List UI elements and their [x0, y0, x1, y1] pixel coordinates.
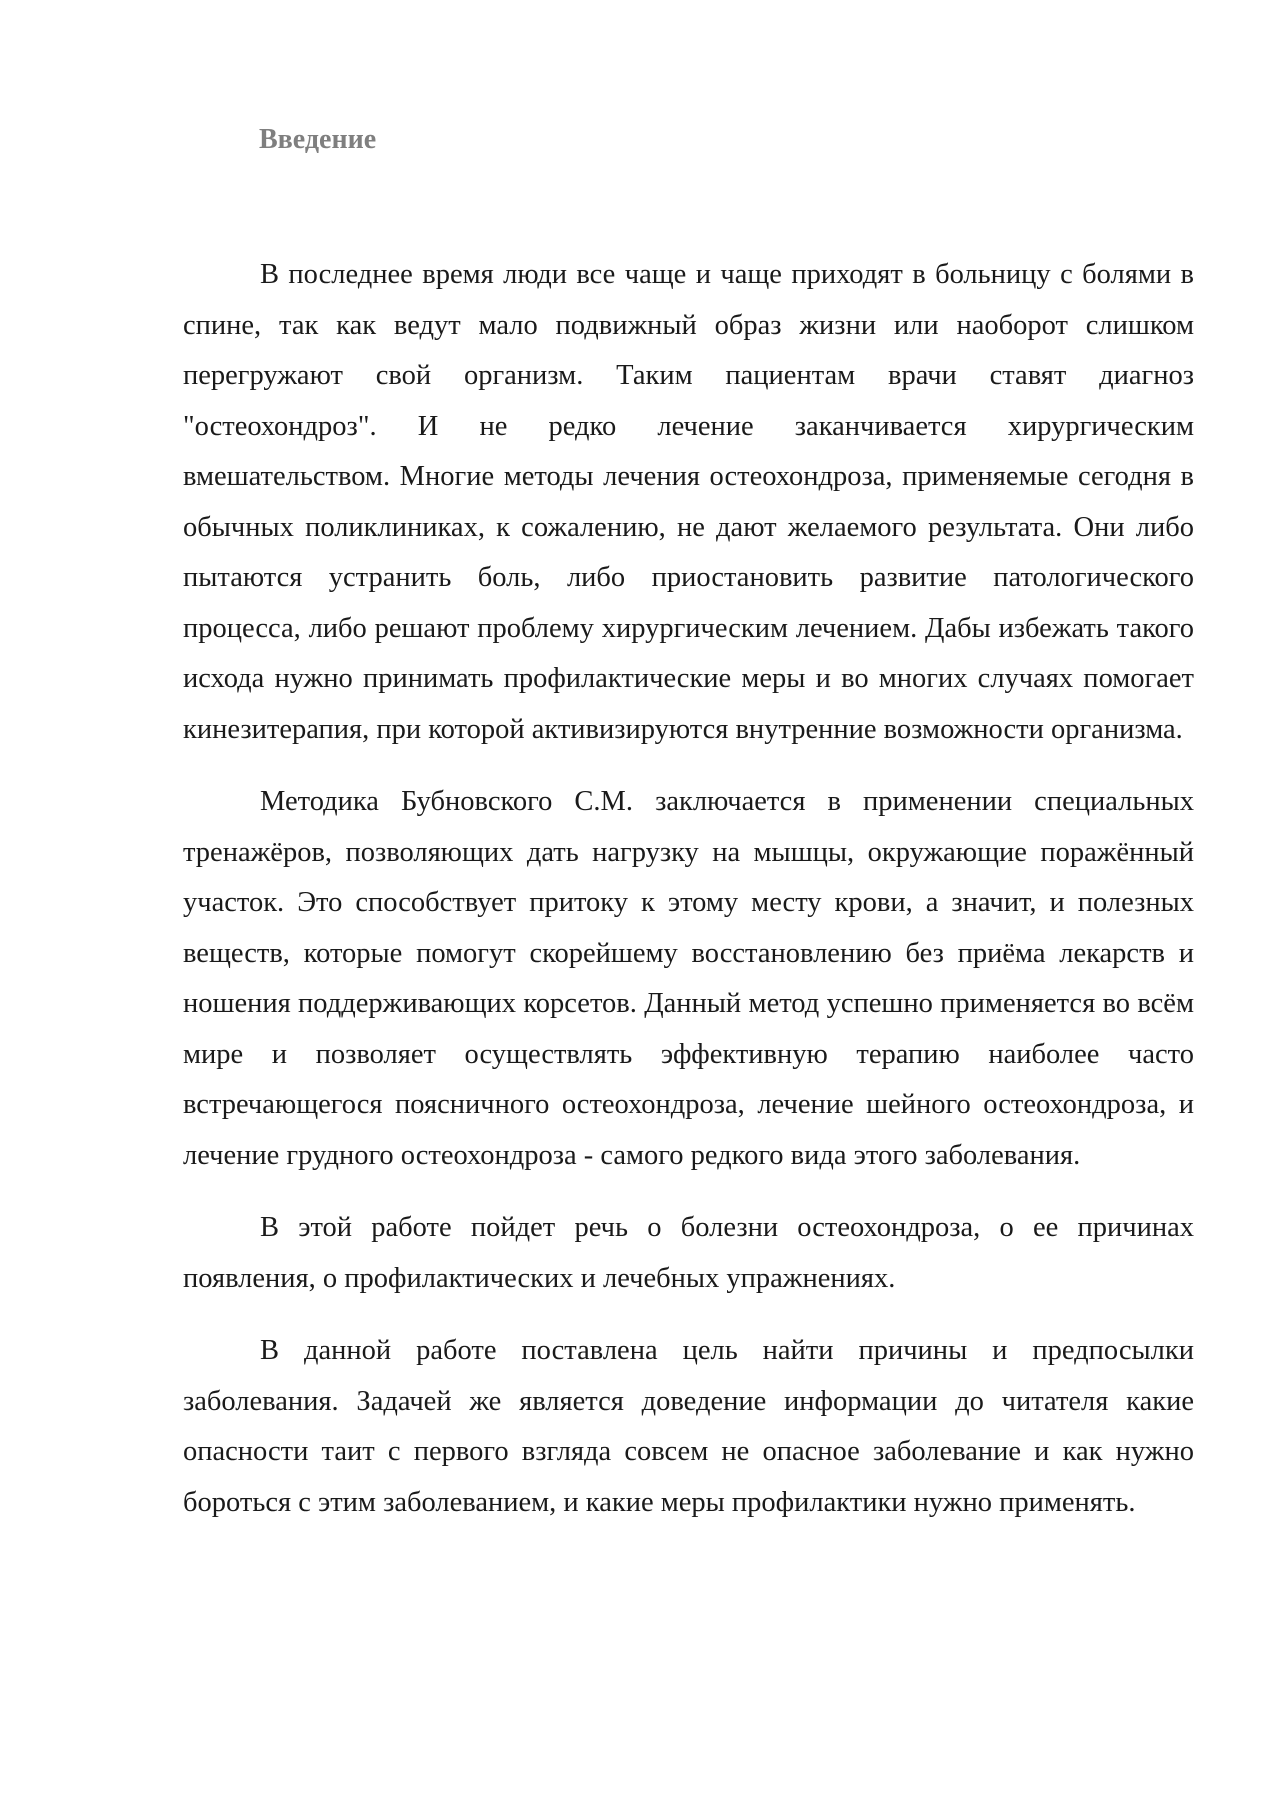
section-heading: Введение	[259, 124, 377, 155]
paragraph-2: Методика Бубновского С.М. заключается в применении специальных тренажёров, позволяющих дать нагрузку на мышцы, окружающие поражённый участок. Это способствует притоку к этому месту крови, а значит, и полезных веществ, которые помогут скорейшему восстановлению без приёма лекарств и ношения поддерживающих корсетов. Данный метод успешно применяется во всём мире и позволяет осуществлять эффективную терапию наиболее часто встречающегося поясничного остеохондроза, лечение шейного остеохондроза, и лечение грудного остеохондроза - самого редкого вида этого заболевания.	[183, 786, 1194, 1171]
paragraph-3: В этой работе пойдет речь о болезни остеохондроза, о ее причинах появления, о профилактических и лечебных упражнениях.	[183, 1212, 1194, 1294]
body-text	[183, 250, 1194, 1550]
paragraph-4: В данной работе поставлена цель найти причины и предпосылки заболевания. Задачей же является доведение информации до читателя какие опасности таит с первого взгляда совсем не опасное заболевание и как нужно бороться с этим заболеванием, и какие меры профилактики нужно применять.	[183, 1335, 1194, 1518]
paragraph-1: В последнее время люди все чаще и чаще приходят в больницу с болями в спине, так как ведут мало подвижный образ жизни или наоборот слишком перегружают свой организм. Таким пациентам врачи ставят диагноз "остеохондроз". И не редко лечение заканчивается хирургическим вмешательством. Многие методы лечения остеохондроза, применяемые сегодня в обычных поликлиниках, к сожалению, не дают желаемого результата. Они либо пытаются устранить боль, либо приостановить развитие патологического процесса, либо решают проблему хирургическим лечением. Дабы избежать такого исхода нужно принимать профилактические меры и во многих случаях помогает кинезитерапия, при которой активизируются внутренние возможности организма.	[183, 259, 1194, 745]
